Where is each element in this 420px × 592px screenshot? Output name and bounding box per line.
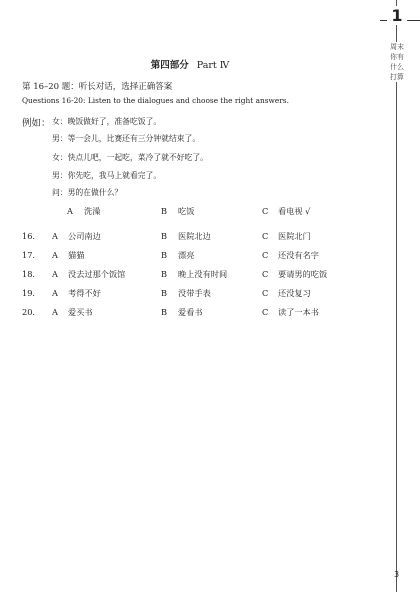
option-letter: B (161, 250, 168, 260)
question-number: 18. (22, 269, 36, 279)
option-letter: A (52, 307, 58, 317)
option-letter: C (262, 307, 269, 317)
section-title-cn: 第四部分 (150, 60, 189, 71)
section-title (0, 57, 380, 71)
option-letter: B (161, 231, 168, 241)
example-question: 问：男的在做什么？ (52, 188, 123, 197)
question-number: 16. (22, 231, 36, 241)
option-letter: B (161, 269, 168, 279)
example-line: 男：你先吃，我马上就看完了。 (52, 171, 162, 180)
side-rule (394, 0, 400, 592)
option-letter: A (52, 269, 58, 279)
option-text: 还没有名字 (278, 250, 319, 260)
option-text: 医院北门 (278, 231, 311, 241)
option-text: 晚上没有时间 (178, 269, 228, 279)
option-text: 爱买书 (68, 307, 93, 317)
option-text: 公司南边 (68, 231, 101, 241)
option-letter: C (262, 250, 269, 260)
option-letter: C (262, 231, 269, 241)
option-text: 没去过那个饭馆 (68, 269, 126, 279)
option-text: 要请男的吃饭 (278, 269, 328, 279)
question-number: 19. (22, 288, 36, 298)
option-letter: B (161, 307, 168, 317)
instructions-en: Questions 16-20: Listen to the dialogues and choose the right answers. (22, 96, 289, 105)
example-option-letter: B (161, 206, 168, 216)
option-letter: A (52, 250, 58, 260)
example-line: 女：快点儿吧，一起吃，菜冷了就不好吃了。 (52, 153, 208, 162)
example-option-text: 吃饭 (178, 206, 195, 216)
option-letter: C (262, 269, 269, 279)
option-letter: A (52, 231, 58, 241)
page-number: 3 (394, 570, 400, 579)
chapter-side-tab (380, 0, 420, 592)
chapter-number: 1 (389, 6, 405, 25)
instructions-cn: 第 16–20 题：听长对话，选择正确答案 (22, 82, 173, 92)
chapter-title: 周末你有什么打算 (390, 43, 404, 81)
example-option-letter: C (262, 206, 269, 216)
option-text: 医院北边 (178, 231, 211, 241)
option-letter: A (52, 288, 58, 298)
question-number: 17. (22, 250, 36, 260)
example-line: 男：等一会儿，比赛还有三分钟就结束了。 (52, 134, 201, 143)
option-letter: B (161, 288, 168, 298)
option-text: 考得不好 (68, 288, 101, 298)
example-line: 女：晚饭做好了，准备吃饭了。 (52, 117, 162, 126)
section-title-part: Part Ⅳ (196, 60, 230, 71)
option-letter: C (262, 288, 269, 298)
side-dash-right (407, 20, 420, 21)
option-text: 没带手表 (178, 288, 211, 298)
side-dash-left (380, 20, 387, 21)
option-text: 猫猫 (68, 250, 85, 260)
option-text: 读了一本书 (278, 307, 319, 317)
question-number: 20. (22, 307, 36, 317)
example-option-text: 洗澡 (84, 206, 101, 216)
example-option-text: 看电视 √ (278, 206, 311, 216)
option-text: 爱看书 (178, 307, 203, 317)
example-option-letter: A (67, 206, 73, 216)
option-text: 漂亮 (178, 250, 195, 260)
example-label: 例如： (22, 118, 51, 129)
option-text: 还没复习 (278, 288, 311, 298)
